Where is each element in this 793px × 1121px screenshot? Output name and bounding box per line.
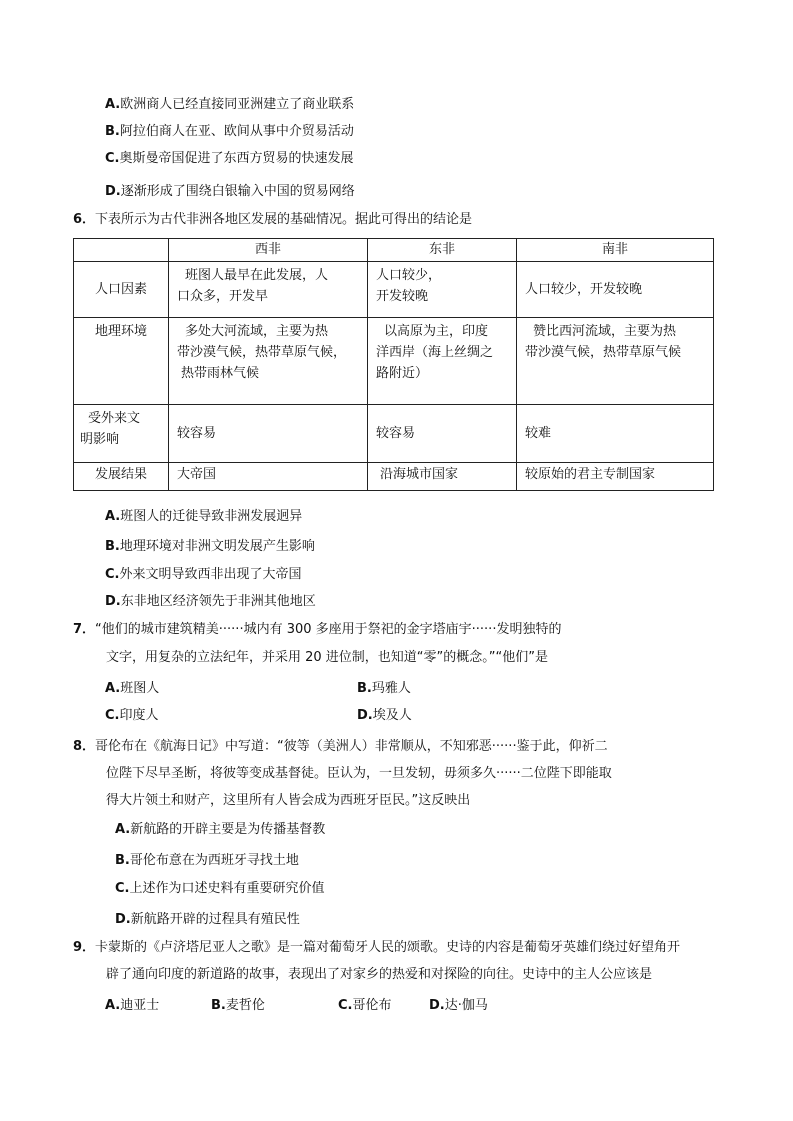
table-cell: 赞比西河流域，主要为热 带沙漠气候，热带草原气候 — [517, 318, 714, 405]
q6-option-c: C.外来文明导致西非出现了大帝国 — [105, 567, 302, 582]
q8-stem-line-3: 得大片领土和财产，这里所有人皆会成为西班牙臣民。”这反映出 — [106, 793, 471, 808]
table-cell: 人口较少， 开发较晚 — [368, 262, 517, 318]
table-row — [74, 262, 714, 318]
q8-stem-line-1: 8．哥伦布在《航海日记》中写道：“彼等（美洲人）非常顺从，不知邪恶······鉴于此，仰祈二 — [73, 739, 608, 754]
q7-option-b: B.玛雅人 — [357, 681, 411, 696]
table-cell: 人口较少，开发较晚 — [517, 262, 714, 318]
q7-option-d: D.埃及人 — [357, 708, 412, 723]
q6-stem: 6．下表所示为古代非洲各地区发展的基础情况。据此可得出的结论是 — [73, 212, 473, 227]
q8-option-c: C.上述作为口述史料有重要研究价值 — [115, 881, 325, 896]
q9-option-b: B.麦哲伦 — [211, 998, 265, 1013]
q8-option-a: A.新航路的开辟主要是为传播基督教 — [115, 822, 326, 837]
q8-option-d: D.新航路开辟的过程具有殖民性 — [115, 912, 300, 927]
table-cell: 较难 — [517, 405, 714, 463]
q7-option-a: A.班图人 — [105, 681, 160, 696]
table-header-cell: 西非 — [169, 239, 368, 262]
q9-stem-line-1: 9．卡蒙斯的《卢济塔尼亚人之歌》是一篇对葡萄牙人民的颂歌。史诗的内容是葡萄牙英雄们绕过好望角开 — [73, 940, 681, 955]
q6-option-d: D.东非地区经济领先于非洲其他地区 — [105, 594, 316, 609]
q6-option-a: A.班图人的迁徙导致非洲发展迥异 — [105, 509, 303, 524]
table-header-cell — [74, 239, 169, 262]
table-header-cell: 东非 — [368, 239, 517, 262]
table-header-row — [74, 239, 714, 262]
q8-stem-line-2: 位陛下尽早圣断，将彼等变成基督徒。臣认为，一旦发轫，毋须多久······二位陛下即能取 — [106, 766, 612, 781]
q5-option-b: B.阿拉伯商人在亚、欧间从事中介贸易活动 — [105, 124, 354, 139]
table-cell: 较容易 — [368, 405, 517, 463]
q9-option-c: C.哥伦布 — [338, 998, 392, 1013]
q5-option-c: C.奥斯曼帝国促进了东西方贸易的快速发展 — [105, 151, 354, 166]
table-row-label: 人口因素 — [74, 262, 169, 318]
table-cell: 以高原为主，印度 洋西岸（海上丝绸之 路附近） — [368, 318, 517, 405]
q7-stem-line-1: 7．“他们的城市建筑精美······城内有 300 多座用于祭祀的金字塔庙宇······发明独特的 — [73, 622, 562, 637]
table-cell: 班图人最早在此发展，人 口众多，开发早 — [169, 262, 368, 318]
q8-option-b: B.哥伦布意在为西班牙寻找土地 — [115, 853, 299, 868]
table-header-cell: 南非 — [517, 239, 714, 262]
table-row-label: 发展结果 — [74, 463, 169, 491]
table-cell: 多处大河流域，主要为热 带沙漠气候，热带草原气候， 热带雨林气候 — [169, 318, 368, 405]
table-row-label: 受外来文 明影响 — [74, 405, 169, 463]
table-cell: 大帝国 — [169, 463, 368, 491]
q5-option-d: D.逐渐形成了围绕白银输入中国的贸易网络 — [105, 184, 355, 199]
table-cell: 沿海城市国家 — [368, 463, 517, 491]
q7-option-c: C.印度人 — [105, 708, 159, 723]
table-row — [74, 463, 714, 491]
q6-table — [73, 238, 714, 491]
table-cell: 较原始的君主专制国家 — [517, 463, 714, 491]
q5-option-a: A.欧洲商人已经直接同亚洲建立了商业联系 — [105, 97, 355, 112]
table-row — [74, 318, 714, 405]
q6-option-b: B.地理环境对非洲文明发展产生影响 — [105, 539, 315, 554]
table-cell: 较容易 — [169, 405, 368, 463]
q9-option-d: D.达·伽马 — [429, 998, 488, 1013]
table-row-label: 地理环境 — [74, 318, 169, 405]
q9-option-a: A.迪亚士 — [105, 998, 160, 1013]
q7-stem-line-2: 文字，用复杂的立法纪年，并采用 20 进位制，也知道“零”的概念。”“他们”是 — [106, 650, 548, 665]
q9-stem-line-2: 辟了通向印度的新道路的故事，表现出了对家乡的热爱和对探险的向往。史诗中的主人公应该是 — [106, 967, 653, 982]
table-row — [74, 405, 714, 463]
